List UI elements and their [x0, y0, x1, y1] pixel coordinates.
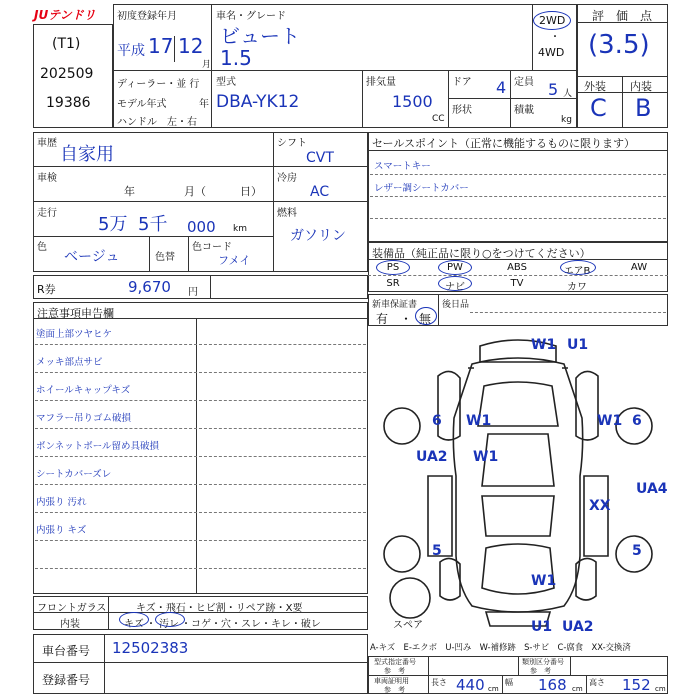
chassis-label: 車台番号: [42, 644, 91, 658]
note-item-4: マフラー吊りゴム破損: [36, 413, 132, 424]
capacity-value: 5: [548, 80, 559, 99]
damage-mark-7: UA2: [416, 449, 448, 465]
notes-rule: [35, 484, 366, 485]
cert-ref: 参 考: [384, 686, 405, 694]
class-ref: 参 考: [530, 667, 551, 675]
exterior-grade: C: [590, 94, 607, 122]
color-code-label: 色コード: [192, 242, 232, 253]
car-diagram: [368, 326, 668, 636]
damage-mark-4: W1: [466, 413, 492, 429]
damage-mark-3: 6: [432, 413, 442, 429]
length-unit: cm: [488, 685, 499, 693]
logo-text: JUテンドリ: [34, 8, 96, 22]
shift-label: シフト: [277, 138, 307, 149]
color-code-value: フメイ: [218, 254, 251, 267]
plate-label: 登録番号: [42, 673, 91, 687]
equip-navi-circle: [438, 276, 472, 291]
equip-pw-circle: [438, 260, 472, 275]
type-cert-label: 型式指定番号: [374, 658, 416, 666]
drive-2wd: 2WD: [539, 14, 566, 27]
mileage-man: 5万: [98, 214, 128, 235]
note-item-2: メッキ部点サビ: [36, 357, 103, 368]
spare-label: スペア: [393, 620, 423, 631]
grade-score: (3.5): [588, 30, 650, 60]
height-unit: cm: [655, 685, 666, 693]
interior-circle-1: [119, 612, 149, 627]
type-label: 型式: [216, 77, 236, 88]
damage-mark-13: W1: [531, 573, 557, 589]
recycle-value: 9,670: [128, 278, 171, 296]
equip-navi: ナビ: [445, 282, 465, 293]
drive-4wd: 4WD: [538, 46, 565, 59]
color-label: 色: [37, 242, 47, 253]
logo: [34, 6, 108, 22]
cert-label: 車両証明用: [374, 677, 409, 685]
damage-mark-8: W1: [473, 449, 499, 465]
notes-rule: [35, 400, 366, 401]
notes-label: 注意事項申告欄: [37, 307, 114, 320]
damage-mark-9: UA4: [636, 481, 668, 497]
width-unit: cm: [572, 685, 583, 693]
equip-pw: PW: [447, 262, 463, 273]
registration-month: 12: [178, 34, 204, 58]
displacement-value: 1500: [392, 92, 433, 111]
registration-era: 平成: [117, 43, 145, 59]
displacement-unit: CC: [432, 114, 445, 124]
warranty-circle: [415, 307, 437, 325]
type-cert-ref: 参 考: [384, 667, 405, 675]
equip-ps-circle: [376, 260, 410, 275]
damage-mark-11: 5: [432, 543, 442, 559]
history-label: 車歴: [37, 138, 57, 149]
recycle-box: [33, 275, 368, 299]
note-item-7: 内張り 汚れ: [36, 497, 87, 508]
warranty-circled: 無: [419, 312, 432, 326]
notes-rule: [35, 568, 366, 569]
top-block: [113, 4, 577, 128]
equipment-label: 装備品（純正品に限り○をつけてください）: [372, 247, 591, 260]
damage-mark-2: U1: [567, 337, 589, 353]
ac-value: AC: [310, 184, 330, 200]
recycle-label: R券: [37, 283, 56, 296]
note-item-3: ホイールキャップキズ: [36, 385, 131, 396]
type-value: DBA-YK12: [216, 92, 300, 112]
load-unit: kg: [561, 115, 572, 125]
damage-mark-14: U1: [531, 619, 553, 635]
load-label: 積載: [514, 105, 534, 116]
notes-rule: [35, 428, 366, 429]
notes-rule: [35, 372, 366, 373]
fuel-label: 燃料: [277, 208, 297, 219]
interior-cond-1: キズ: [124, 619, 144, 630]
model-name: ビュート: [220, 24, 300, 48]
recycle-unit: 円: [188, 287, 198, 298]
chassis-value: 12502383: [112, 639, 189, 657]
damage-mark-15: UA2: [562, 619, 594, 635]
equip-abs: ABS: [507, 262, 527, 273]
shift-value: CVT: [306, 150, 334, 166]
interior-cond-dot: ・: [146, 619, 156, 630]
interior-grade: B: [635, 94, 652, 122]
exterior-label: 外装: [584, 80, 606, 93]
history-value: 自家用: [60, 144, 114, 165]
grade-label: 評 価 点: [592, 9, 653, 23]
inspection-label: 車検: [37, 173, 57, 184]
ac-label: 冷房: [277, 173, 297, 184]
class-label: 類別区分番号: [522, 658, 564, 666]
inspection-year: 年: [124, 185, 135, 198]
color-value: ベージュ: [64, 249, 120, 265]
equip-airbag: エアB: [563, 266, 591, 277]
width-value: 168: [538, 676, 567, 694]
mileage-rest: 000: [187, 218, 216, 236]
fuel-value: ガソリン: [290, 228, 346, 244]
windshield-text: キズ・飛石・ヒビ割・リペア跡・X要: [136, 603, 303, 614]
model-year-unit: 年: [199, 99, 209, 110]
sales-point-1: スマートキー: [374, 161, 431, 172]
length-label: 長さ: [431, 678, 447, 687]
notes-rule: [35, 456, 366, 457]
notes-rule: [35, 540, 366, 541]
displacement-label: 排気量: [366, 77, 396, 88]
equip-sr: SR: [386, 278, 400, 289]
mileage-label: 走行: [37, 208, 57, 219]
note-item-8: 内張り キズ: [36, 525, 87, 536]
width-label: 幅: [505, 678, 513, 687]
color-change-label: 色替: [155, 252, 175, 263]
damage-mark-6: 6: [632, 413, 642, 429]
interior-circle-2: [155, 612, 185, 627]
interior-label: 内装: [630, 80, 652, 93]
inspection-month: 月（: [184, 185, 206, 198]
note-item-1: 塗面上部ツヤヒケ: [36, 329, 113, 340]
drive-dot: ・: [550, 32, 560, 43]
model-label: 車名・グレード: [216, 11, 286, 22]
dealer-label: ディーラー・並 行: [117, 79, 200, 90]
note-item-6: シートカバーズレ: [36, 469, 112, 480]
handle-label: ハンドル 左・右: [117, 117, 197, 128]
registration-month-unit: 月: [202, 60, 212, 70]
model-grade: 1.5: [220, 46, 252, 70]
equip-tv: TV: [510, 278, 524, 289]
registration-label: 初度登録年月: [117, 11, 177, 22]
equip-airbag-circle: [560, 260, 596, 275]
manual-label: 後日品: [442, 300, 470, 310]
sales-point-2: レザー調シートカバー: [374, 183, 469, 194]
length-value: 440: [456, 676, 485, 694]
warranty-options: 有 ・: [376, 312, 413, 326]
height-value: 152: [622, 676, 651, 694]
damage-mark-1: W1: [531, 337, 557, 353]
mileage-unit: km: [233, 224, 247, 234]
registration-year: 17: [148, 34, 174, 58]
mileage-sen: 5千: [138, 214, 168, 235]
equip-leather: カワ: [567, 282, 587, 293]
capacity-unit: 人: [563, 89, 573, 99]
height-label: 高さ: [589, 678, 605, 687]
equip-aw: AW: [630, 262, 648, 273]
warranty-label: 新車保証書: [372, 300, 418, 310]
damage-mark-5: W1: [597, 413, 623, 429]
auction-date: 202509: [40, 66, 94, 82]
interior-cond-rest: ・コゲ・穴・スレ・キレ・破レ: [181, 619, 321, 630]
notes-rule: [35, 344, 366, 345]
capacity-label: 定員: [514, 77, 534, 88]
doors-value: 4: [496, 78, 507, 97]
auction-code: (T1): [52, 36, 81, 52]
equip-ps: PS: [386, 262, 400, 273]
damage-mark-10: XX: [589, 498, 611, 514]
interior-cond-2: 汚レ: [159, 619, 179, 630]
note-item-5: ボンネットボール留め具破損: [36, 441, 160, 452]
damage-mark-12: 5: [632, 543, 642, 559]
inspection-day: 日）: [240, 185, 262, 198]
interior-cond-label: 内装: [60, 619, 80, 630]
model-year-label: モデル年式: [117, 99, 167, 110]
damage-legend: A-キズ E-エクボ U-凹み W-補修跡 S-サビ C-腐食 XX-交換済: [370, 642, 631, 652]
doors-label: ドア: [452, 77, 472, 88]
sales-points-label: セールスポイント（正常に機能するものに限ります）: [372, 137, 636, 150]
notes-rule: [35, 512, 366, 513]
shape-label: 形状: [452, 105, 472, 116]
windshield-label: フロントガラス: [37, 603, 107, 614]
lot-number: 19386: [46, 95, 91, 111]
